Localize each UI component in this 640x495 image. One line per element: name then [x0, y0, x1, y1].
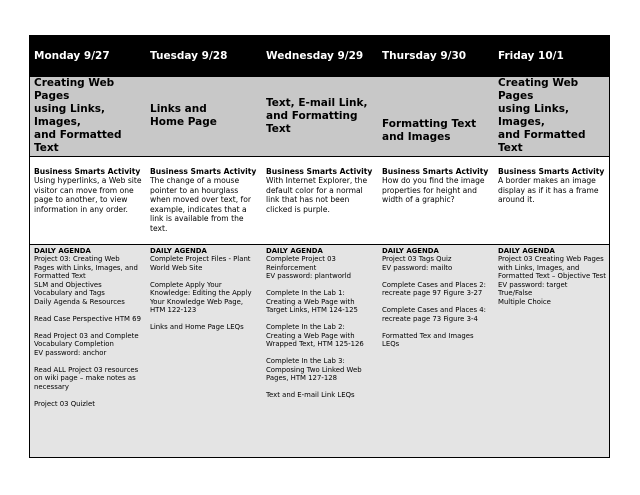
- day-header: Tuesday 9/28: [146, 36, 262, 76]
- business-smarts-cell: [146, 156, 262, 244]
- business-smarts-text: The change of a mouse pointer to an hourglass when moved over text, for example, indicates that a link is available from the text.: [150, 176, 251, 234]
- business-smarts-heading: Business Smarts Activity: [498, 166, 605, 176]
- topic-cell: [146, 76, 262, 156]
- business-smarts-heading: Business Smarts Activity: [382, 166, 489, 176]
- business-smarts-cell: [378, 156, 494, 244]
- daily-agenda-cell: [262, 244, 378, 458]
- topic-row: [30, 76, 610, 156]
- business-smarts-cell: [494, 156, 610, 244]
- daily-agenda-text: Complete Project Files - Plant World Web Site Complete Apply Your Knowledge: Editing the Apply Your Knowledge Web Page, HTM 122-123 Links and Home Page LEQs: [150, 255, 252, 331]
- daily-agenda-cell: [494, 244, 610, 458]
- daily-agenda-heading: DAILY AGENDA: [498, 246, 555, 255]
- daily-agenda-cell: [378, 244, 494, 458]
- business-smarts-text: A border makes an image display as if it has a frame around it.: [498, 176, 599, 205]
- daily-agenda-text: Project 03 Tags Quiz EV password: mailto Complete Cases and Places 2: recreate page 97 Figure 3-27 Complete Cases and Places 4: recreate page 73 Figure 3-4 Formatted Tex and Images LEQs: [382, 255, 487, 348]
- daily-agenda-heading: DAILY AGENDA: [266, 246, 323, 255]
- business-smarts-heading: Business Smarts Activity: [266, 166, 373, 176]
- business-smarts-heading: Business Smarts Activity: [150, 166, 257, 176]
- topic-cell: [494, 76, 610, 156]
- day-header: Monday 9/27: [30, 36, 146, 76]
- topic-text: Formatting Text and Images: [382, 118, 477, 143]
- business-smarts-text: Using hyperlinks, a Web site visitor can move from one page to another, to view information in any order.: [34, 176, 142, 214]
- daily-agenda-heading: DAILY AGENDA: [34, 246, 91, 255]
- schedule-table: [30, 36, 610, 458]
- business-smarts-text: How do you find the image properties for height and width of a graphic?: [382, 176, 485, 205]
- topic-text: Creating Web Pages using Links, Images, and Formatted Text: [498, 77, 586, 154]
- day-header: Friday 10/1: [494, 36, 610, 76]
- business-smarts-heading: Business Smarts Activity: [34, 166, 141, 176]
- business-smarts-text: With Internet Explorer, the default color for a normal link that has not been clicked is purple.: [266, 176, 368, 214]
- daily-agenda-row: [30, 244, 610, 458]
- business-smarts-cell: [30, 156, 146, 244]
- daily-agenda-heading: DAILY AGENDA: [382, 246, 439, 255]
- business-smarts-row: [30, 156, 610, 244]
- topic-cell: [30, 76, 146, 156]
- day-header: Thursday 9/30: [378, 36, 494, 76]
- daily-agenda-cell: [146, 244, 262, 458]
- business-smarts-cell: [262, 156, 378, 244]
- topic-text: Text, E-mail Link, and Formatting Text: [266, 96, 368, 135]
- daily-agenda-text: Complete Project 03 Reinforcement EV password: plantworld Complete In the Lab 1: Creating a Web Page with Target Links, HTM 124-125 Complete In the Lab 2: Creating a Web Page with Wrapped Text, HTM 125-126 Complete In the Lab 3: Composing Two Linked Web Pages, HTM 127-128 Text and E-mail Link LEQs: [266, 255, 364, 399]
- weekly-schedule: [29, 35, 610, 458]
- day-header-row: [30, 36, 610, 76]
- daily-agenda-cell: [30, 244, 146, 458]
- topic-cell: [262, 76, 378, 156]
- topic-text: Links and Home Page: [150, 103, 217, 128]
- daily-agenda-heading: DAILY AGENDA: [150, 246, 207, 255]
- daily-agenda-text: Project 03 Creating Web Pages with Links, Images, and Formatted Text – Objective Test EV password: target True/False Multiple Choice: [498, 255, 606, 306]
- day-header: Wednesday 9/29: [262, 36, 378, 76]
- topic-cell: [378, 76, 494, 156]
- daily-agenda-text: Project 03: Creating Web Pages with Links, Images, and Formatted Text SLM and Objectives Vocabulary and Tags Daily Agenda & Resources Read Case Perspective HTM 69 Read Project 03 and Complete Vocabulary Completion EV password: anchor Read ALL Project 03 resources on wiki page – make notes as necessary Project 03 Quizlet: [34, 255, 141, 408]
- topic-text: Creating Web Pages using Links, Images, and Formatted Text: [34, 77, 122, 154]
